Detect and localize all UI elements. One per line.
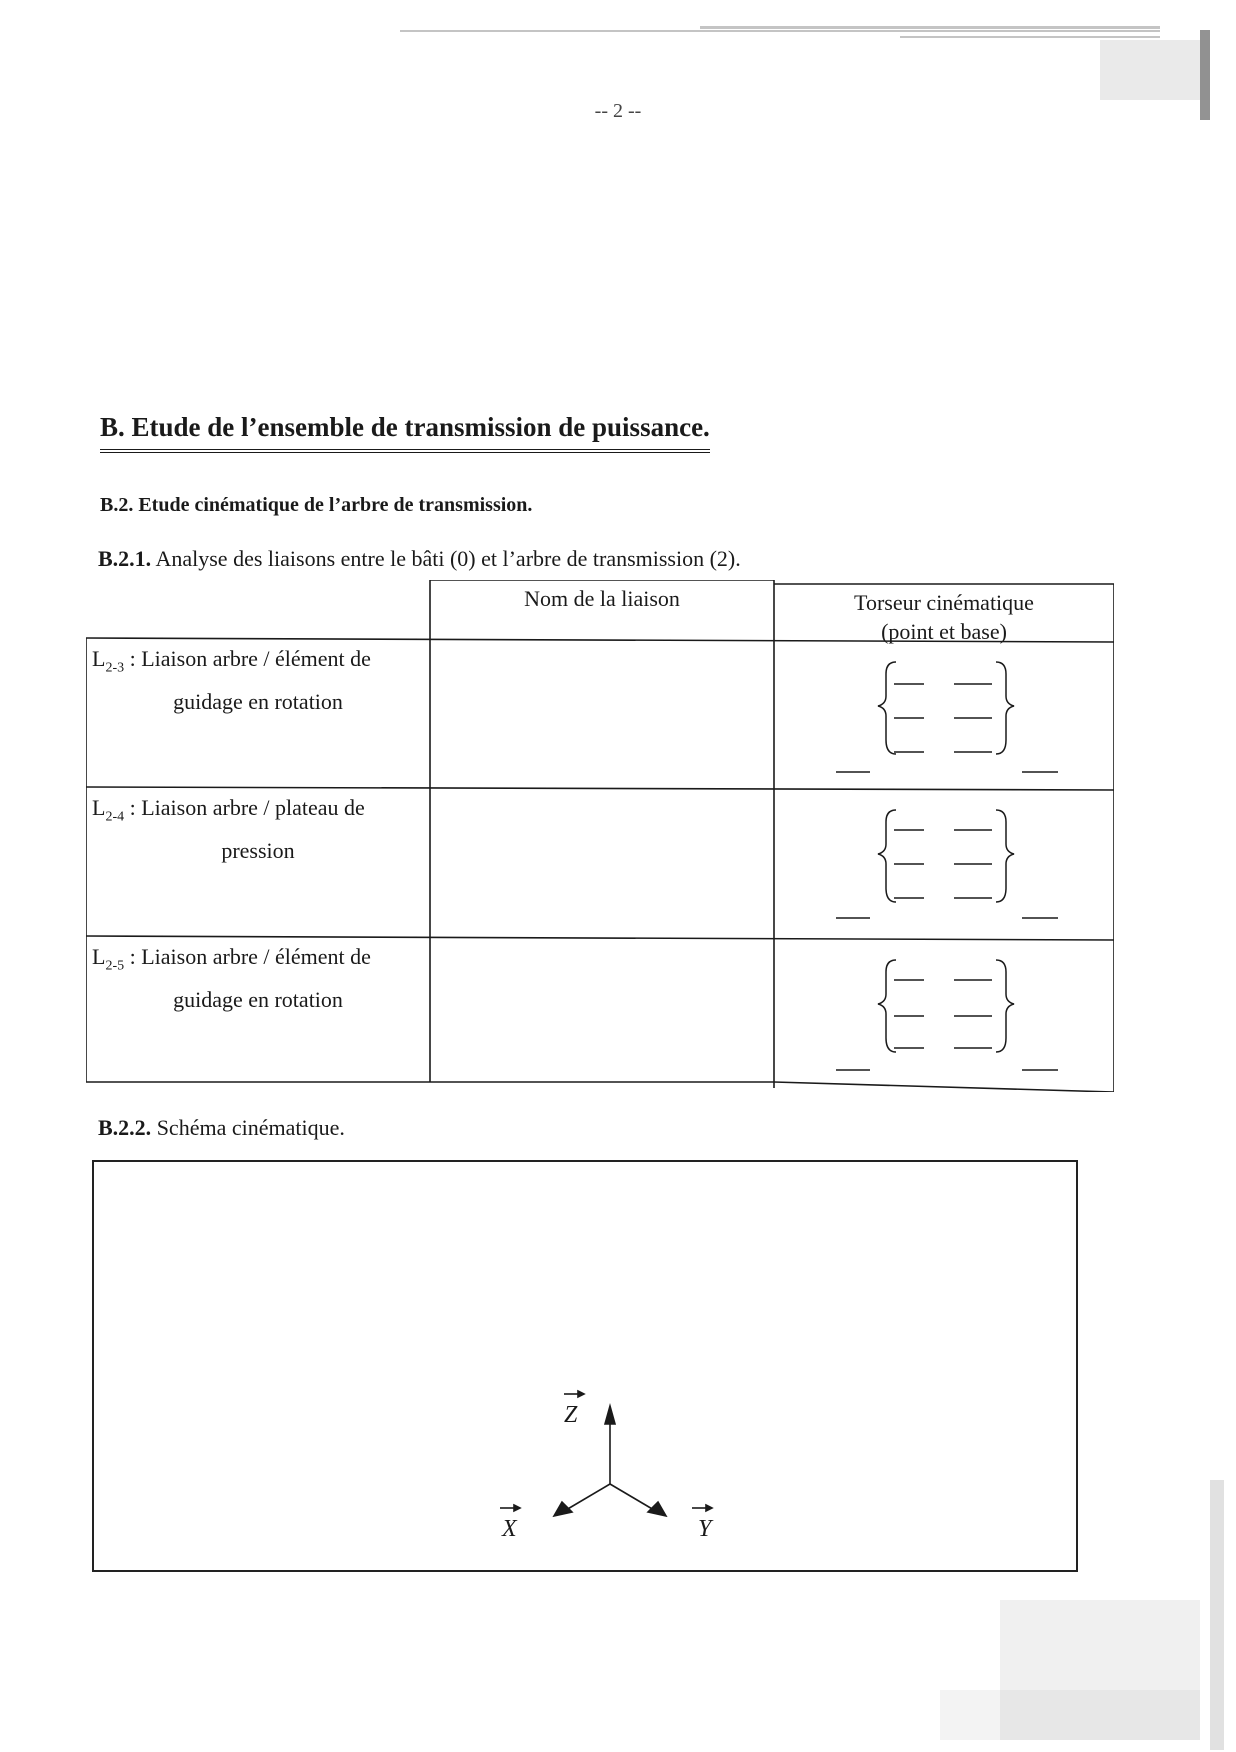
nom-liaison-cell-l25[interactable] — [430, 938, 774, 1084]
subsection-title: B.2. Etude cinématique de l’arbre de transmission. — [100, 494, 533, 516]
page-number: -- 2 -- — [594, 100, 642, 122]
nom-liaison-cell-l23[interactable] — [430, 640, 774, 788]
question-text: Analyse des liaisons entre le bâti (0) et l’arbre de transmission (2). — [155, 546, 741, 571]
header-torseur: Torseur cinématique — [854, 590, 1034, 615]
liaison-subscript: 2-5 — [105, 958, 125, 974]
liaison-subscript: 2-4 — [105, 809, 125, 825]
question-number: B.2.2. — [98, 1115, 152, 1140]
table-row-l23-label — [86, 640, 430, 719]
nom-liaison-cell-l24[interactable] — [430, 789, 774, 937]
table-row-l25-label — [86, 938, 430, 1017]
schema-cinematique-box[interactable] — [92, 1160, 1078, 1572]
liaison-line2: pression — [221, 838, 295, 864]
liaison-code: L — [92, 944, 106, 969]
liaison-line2: guidage en rotation — [173, 987, 343, 1013]
torseur-template-l23[interactable] — [774, 652, 1118, 782]
torseur-template-l24[interactable] — [774, 800, 1118, 930]
liaison-line1: : Liaison arbre / élément de — [124, 944, 371, 969]
liaison-line1: : Liaison arbre / élément de — [124, 646, 371, 671]
section-title: B. Etude de l’ensemble de transmission de puissance. — [100, 412, 710, 453]
question-number: B.2.1. — [98, 546, 152, 571]
liaison-code: L — [92, 795, 106, 820]
liaisons-table — [86, 580, 1114, 1092]
header-point-base: (point et base) — [881, 619, 1007, 644]
liaison-subscript: 2-3 — [105, 660, 125, 676]
table-row-l24-label — [86, 789, 430, 868]
liaison-code: L — [92, 646, 106, 671]
liaison-line1: : Liaison arbre / plateau de — [124, 795, 365, 820]
axis-label-z: Z — [564, 1402, 578, 1428]
question-text: Schéma cinématique. — [156, 1115, 345, 1140]
axis-label-x: X — [502, 1516, 517, 1542]
axis-label-y: Y — [698, 1516, 712, 1542]
header-nom-liaison: Nom de la liaison — [524, 586, 680, 611]
question-b21 — [98, 546, 741, 572]
question-b22 — [98, 1115, 345, 1141]
torseur-template-l25[interactable] — [774, 950, 1118, 1080]
axes-diagram — [94, 1162, 1076, 1570]
liaison-line2: guidage en rotation — [173, 689, 343, 715]
